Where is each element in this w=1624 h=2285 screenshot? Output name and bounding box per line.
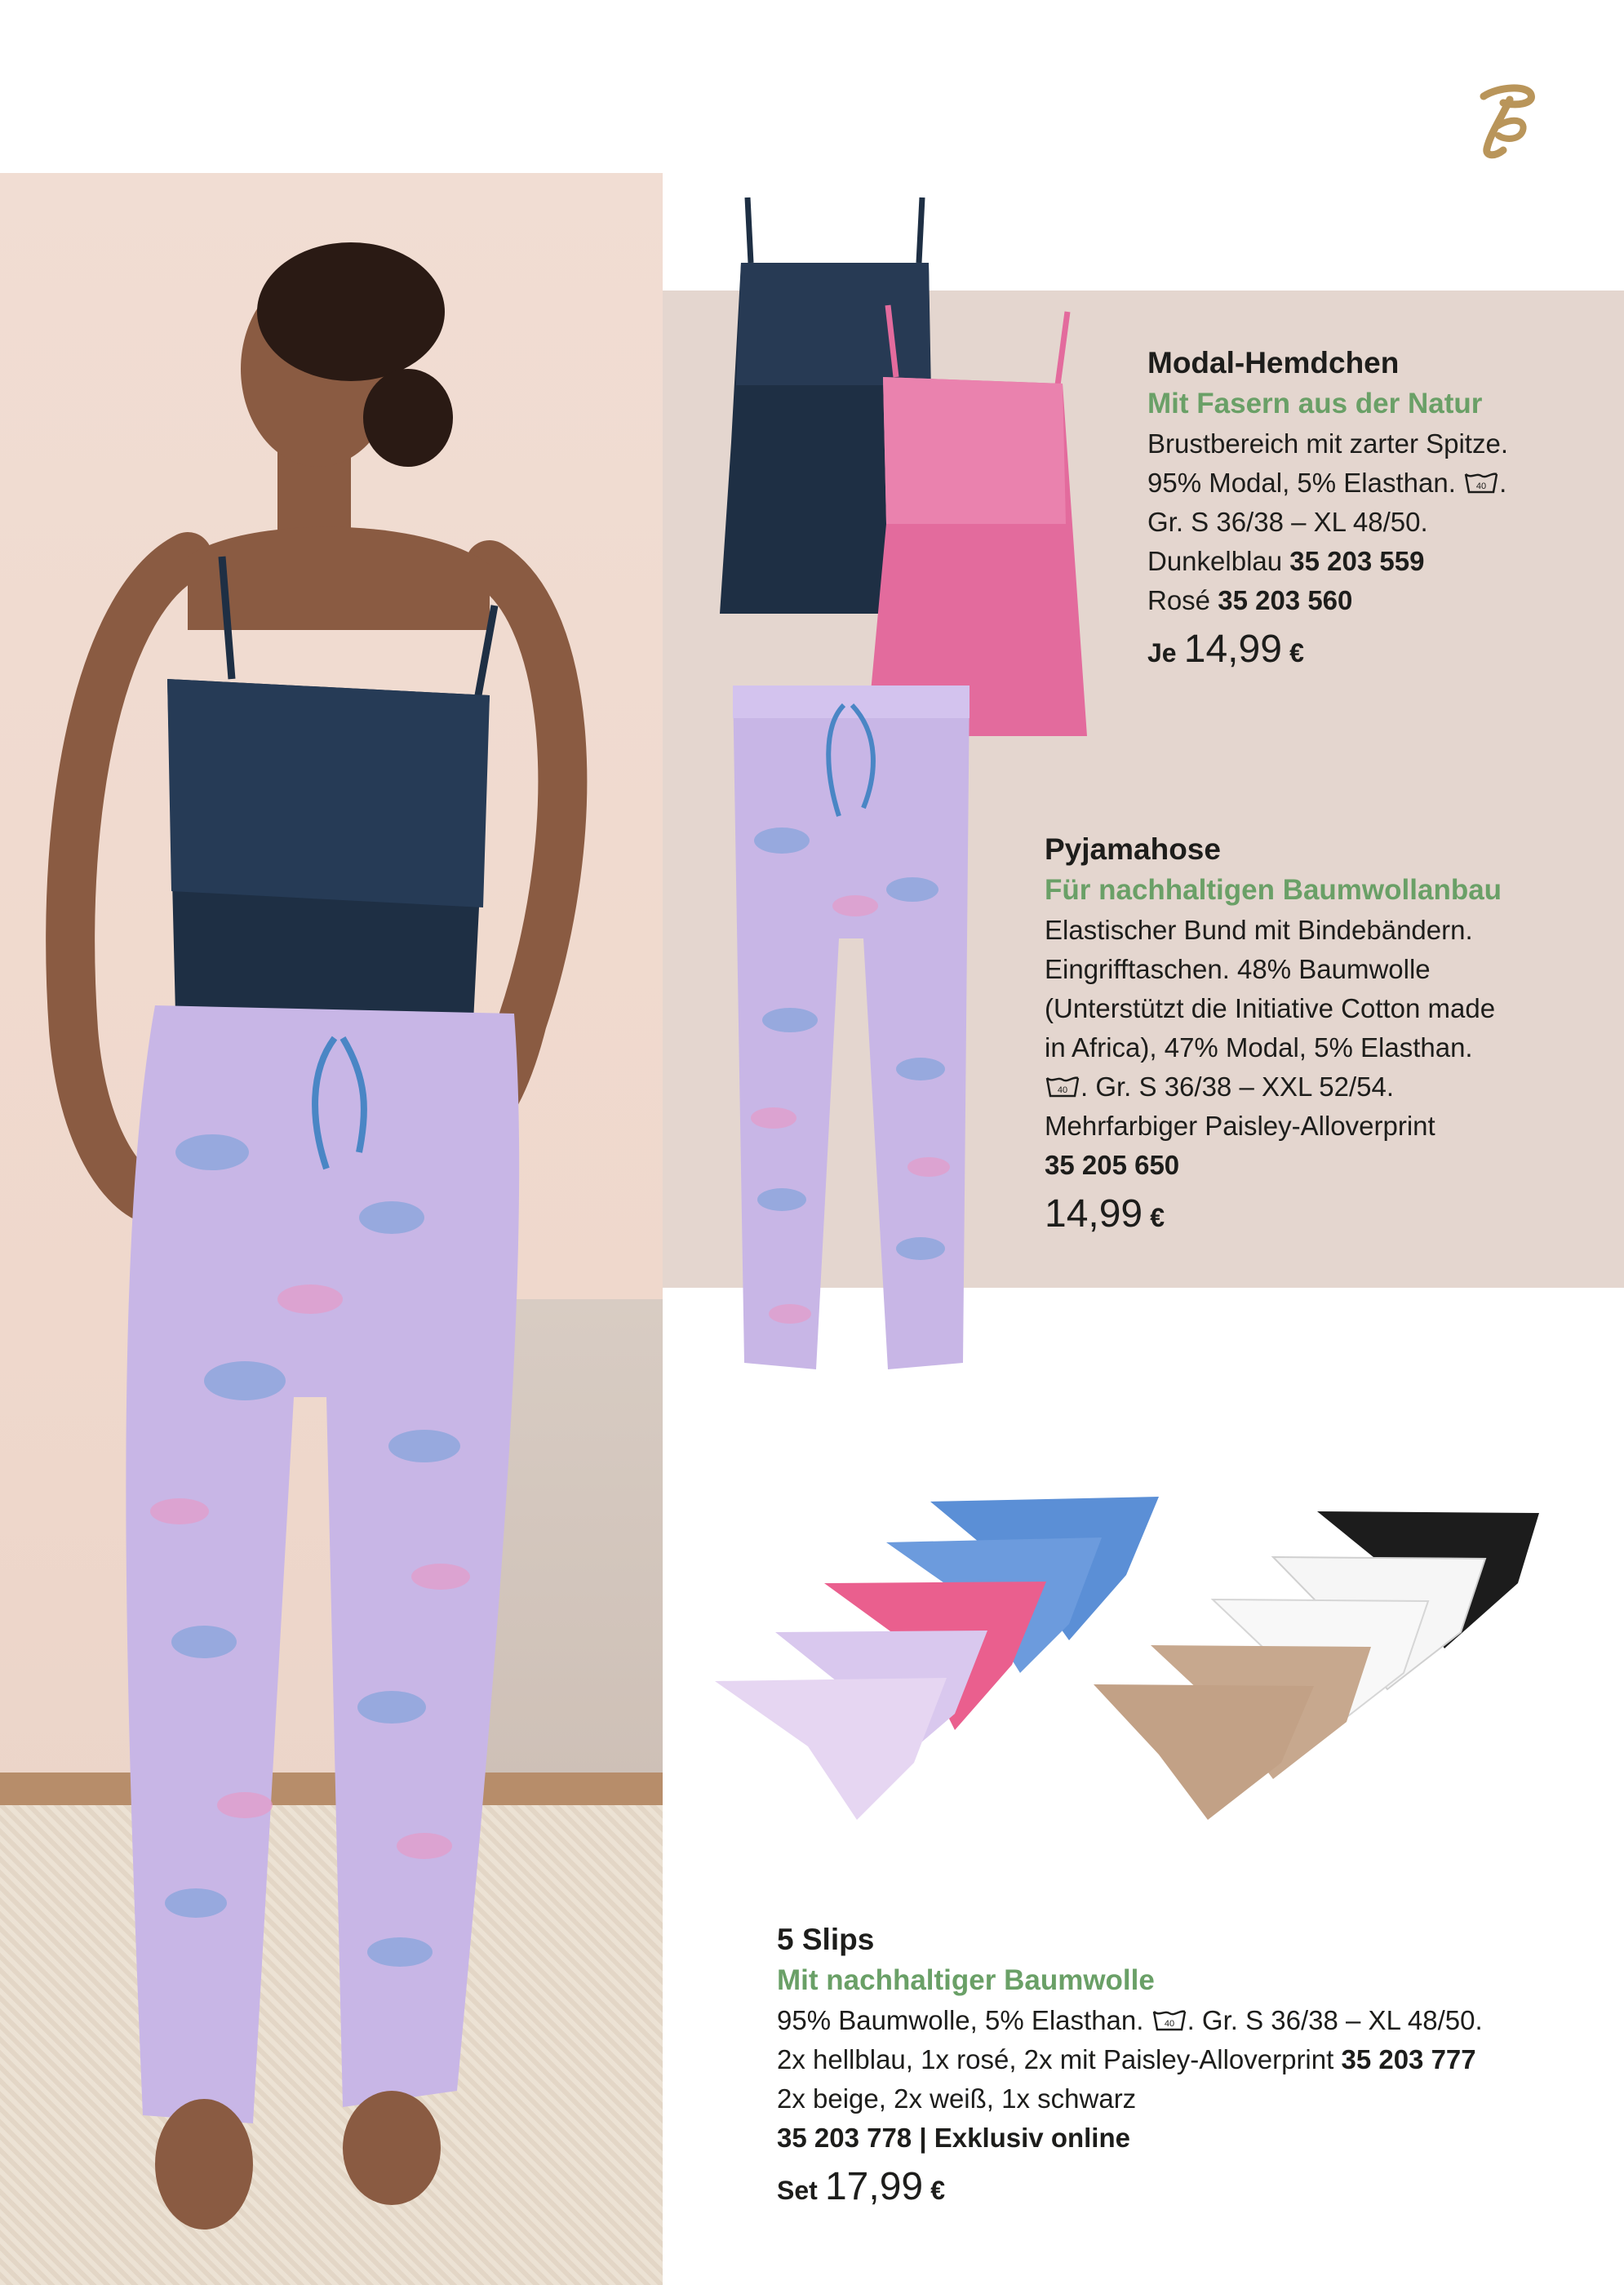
product-price: 14,99 € [1045, 1192, 1165, 1236]
sku: 35 203 777 [1341, 2044, 1476, 2074]
product-description-line: in Africa), 47% Modal, 5% Elasthan. [1045, 1032, 1473, 1063]
product-5-slips [777, 1919, 1609, 2210]
product-pyjamahose [1045, 829, 1608, 1237]
product-subtitle: Mit Fasern aus der Natur [1147, 388, 1483, 419]
product-description-line: (Unterstützt die Initiative Cotton made [1045, 993, 1496, 1023]
svg-text:40: 40 [1057, 1085, 1068, 1095]
tchibo-logo-icon [1466, 82, 1537, 160]
wash-40-icon [1151, 2008, 1187, 2033]
product-description-line: 40 . Gr. S 36/38 – XXL 52/54. [1045, 1067, 1608, 1107]
wash-40-icon [1463, 471, 1499, 495]
model-lifestyle-photo [0, 173, 663, 2285]
product-modal-hemdchen [1147, 343, 1604, 672]
sku: 35 203 560 [1218, 585, 1353, 615]
product-description-line: 95% Modal, 5% Elasthan. 40 . [1147, 468, 1507, 498]
product-title: 5 Slips [777, 1923, 875, 1956]
product-price: Je 14,99 € [1147, 628, 1304, 671]
product-variant: 2x hellblau, 1x rosé, 2x mit Paisley-Alloverprint 35 203 777 [777, 2044, 1476, 2074]
product-description-line: Brustbereich mit zarter Spitze. [1147, 428, 1508, 459]
wash-40-icon [1045, 1075, 1080, 1099]
product-sizes: Gr. S 36/38 – XL 48/50. [1147, 507, 1428, 537]
product-title: Pyjamahose [1045, 832, 1221, 866]
product-variant: Rosé 35 203 560 [1147, 585, 1353, 615]
product-description-line: Eingrifftaschen. 48% Baumwolle [1045, 954, 1431, 984]
product-description-line: Mehrfarbiger Paisley-Alloverprint [1045, 1111, 1435, 1141]
product-variant: Dunkelblau 35 203 559 [1147, 546, 1425, 576]
svg-text:40: 40 [1164, 2019, 1174, 2029]
product-variant: 2x beige, 2x weiß, 1x schwarz [777, 2083, 1137, 2114]
product-title: Modal-Hemdchen [1147, 346, 1400, 379]
sku: 35 203 559 [1289, 546, 1425, 576]
product-price: Set 17,99 € [777, 2165, 946, 2208]
sku: 35 203 778 | Exklusiv online [777, 2123, 1130, 2153]
slips-product-image [710, 1485, 1551, 1828]
product-description-line: Elastischer Bund mit Bindebändern. [1045, 915, 1473, 945]
svg-text:40: 40 [1475, 481, 1487, 491]
sku: 35 205 650 [1045, 1150, 1180, 1180]
pyjama-pants-product-image [725, 677, 978, 1387]
product-subtitle: Für nachhaltigen Baumwollanbau [1045, 874, 1502, 906]
product-description-line: 95% Baumwolle, 5% Elasthan. 40 . Gr. S 36/38 – XL 48/50. [777, 2005, 1483, 2035]
product-subtitle: Mit nachhaltiger Baumwolle [777, 1964, 1155, 1996]
camisole-product-image [715, 181, 1090, 752]
